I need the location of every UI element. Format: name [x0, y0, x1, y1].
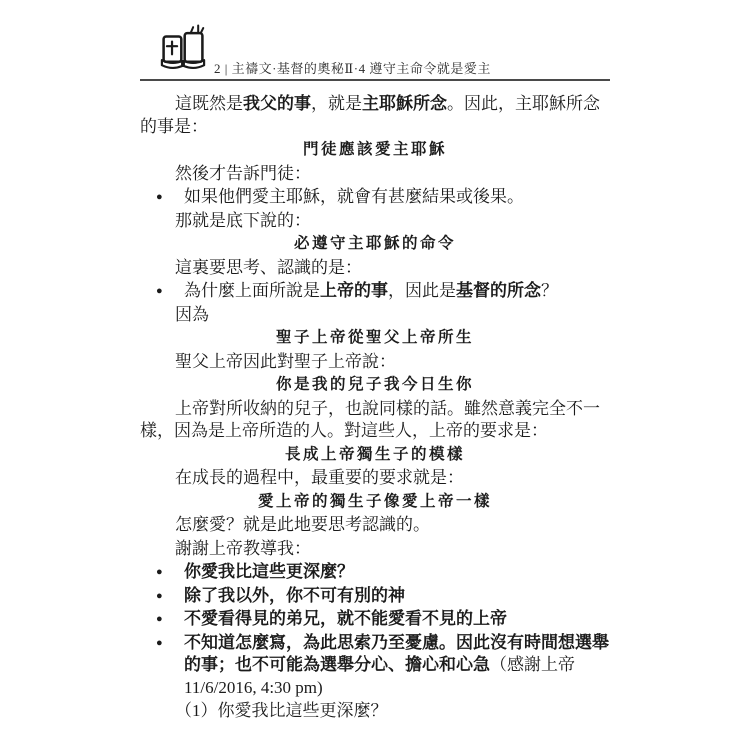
bullet-text [184, 633, 609, 697]
section-heading: 聖子上帝從聖父上帝所生 [275, 329, 474, 346]
text-segment: 上帝對所收納的兒子，也說同樣的話。雖然意義完全不一樣，因為是上帝所造的人。對這些人，上帝的要求是： [140, 398, 600, 440]
bullet-text [184, 187, 524, 206]
section-heading: 門徒應該愛主耶穌 [302, 141, 447, 158]
text-segment: 聖父上帝因此對聖子上帝說： [175, 351, 396, 371]
running-header-title: 2 | 主禱文·基督的奧秘Ⅱ·4 遵守主命令就是愛主 [214, 61, 491, 76]
text-segment: ，就是 [311, 94, 362, 113]
page-header [140, 0, 610, 81]
emphasis-text: 你愛我比這些更深麼？ [184, 562, 354, 581]
section-heading: 愛上帝的獨生子像愛上帝一樣 [257, 492, 492, 510]
emphasis-text: 不愛看得見的弟兄，就不能愛看不見的上帝 [184, 609, 507, 628]
section-heading: 必遵守主耶穌的命令 [293, 235, 456, 252]
emphasis-text: 不知道怎麼寫，為此思索乃至憂慮。因此沒有時間想選舉的事；也不可能為選舉分心、擔心和心急 [184, 632, 609, 674]
text-segment: （1）你愛我比這些更深麼？ [175, 701, 388, 720]
text-line [140, 210, 610, 233]
emphasis-text: 基督的所念 [456, 281, 541, 300]
emphasis-text: 我父的事 [243, 94, 311, 113]
text-segment: （感謝上帝 11/6/2016, 4:30 pm) [184, 655, 575, 697]
text-line [140, 351, 610, 374]
section-heading: 你是我的兒子我今日生你 [275, 376, 474, 393]
page-content [140, 81, 610, 723]
bullet-icon: ● [156, 285, 163, 297]
bullet-list-item [140, 186, 610, 209]
bullet-list-item [140, 280, 610, 303]
bullet-icon: ● [156, 636, 163, 649]
bullet-text [184, 562, 354, 581]
text-segment: 因為 [175, 304, 209, 324]
text-segment: 為什麼上面所說是 [184, 281, 320, 300]
emphasis-text: 主耶穌所念 [362, 94, 447, 113]
text-line [140, 538, 610, 561]
text-line [140, 700, 610, 723]
text-segment: 然後才告訴門徒： [175, 163, 311, 183]
bullet-icon: ● [156, 191, 163, 203]
text-segment: 。因此，主耶穌所念的事是： [140, 94, 600, 136]
text-line [140, 163, 610, 186]
bullet-text [184, 281, 558, 300]
text-line [140, 514, 610, 537]
text-segment: 在成長的過程中，最重要的要求就是： [175, 468, 464, 487]
bullet-icon: ● [156, 613, 163, 625]
bullet-icon: ● [156, 589, 163, 602]
bullet-icon: ● [156, 566, 163, 578]
emphasis-text: 上帝的事 [320, 281, 388, 300]
bullet-list-item [140, 561, 610, 584]
paragraph [140, 93, 610, 138]
text-segment: ？ [541, 281, 558, 300]
open-book-cross-icon [156, 22, 210, 78]
paragraph [140, 398, 610, 443]
text-segment: 這既然是 [175, 94, 243, 113]
text-line [140, 467, 610, 490]
text-line [140, 257, 610, 280]
bullet-text [184, 586, 405, 605]
bullet-list-item [140, 585, 610, 608]
bullet-text [184, 609, 507, 628]
text-segment: ，因此是 [388, 281, 456, 300]
text-segment: 這裏要思考、認識的是： [175, 257, 362, 277]
text-segment: 那就是底下說的： [175, 210, 311, 230]
text-segment: 如果他們愛主耶穌，就會有甚麼結果或後果。 [184, 187, 524, 206]
text-segment: 謝謝上帝教導我： [175, 538, 311, 558]
bullet-list-item [140, 632, 610, 700]
bullet-list-item [140, 608, 610, 631]
section-heading: 長成上帝獨生子的模樣 [284, 445, 465, 463]
text-line [140, 304, 610, 327]
text-segment: 怎麼愛？就是此地要思考認識的。 [175, 515, 430, 534]
emphasis-text: 除了我以外，你不可有別的神 [184, 585, 405, 605]
